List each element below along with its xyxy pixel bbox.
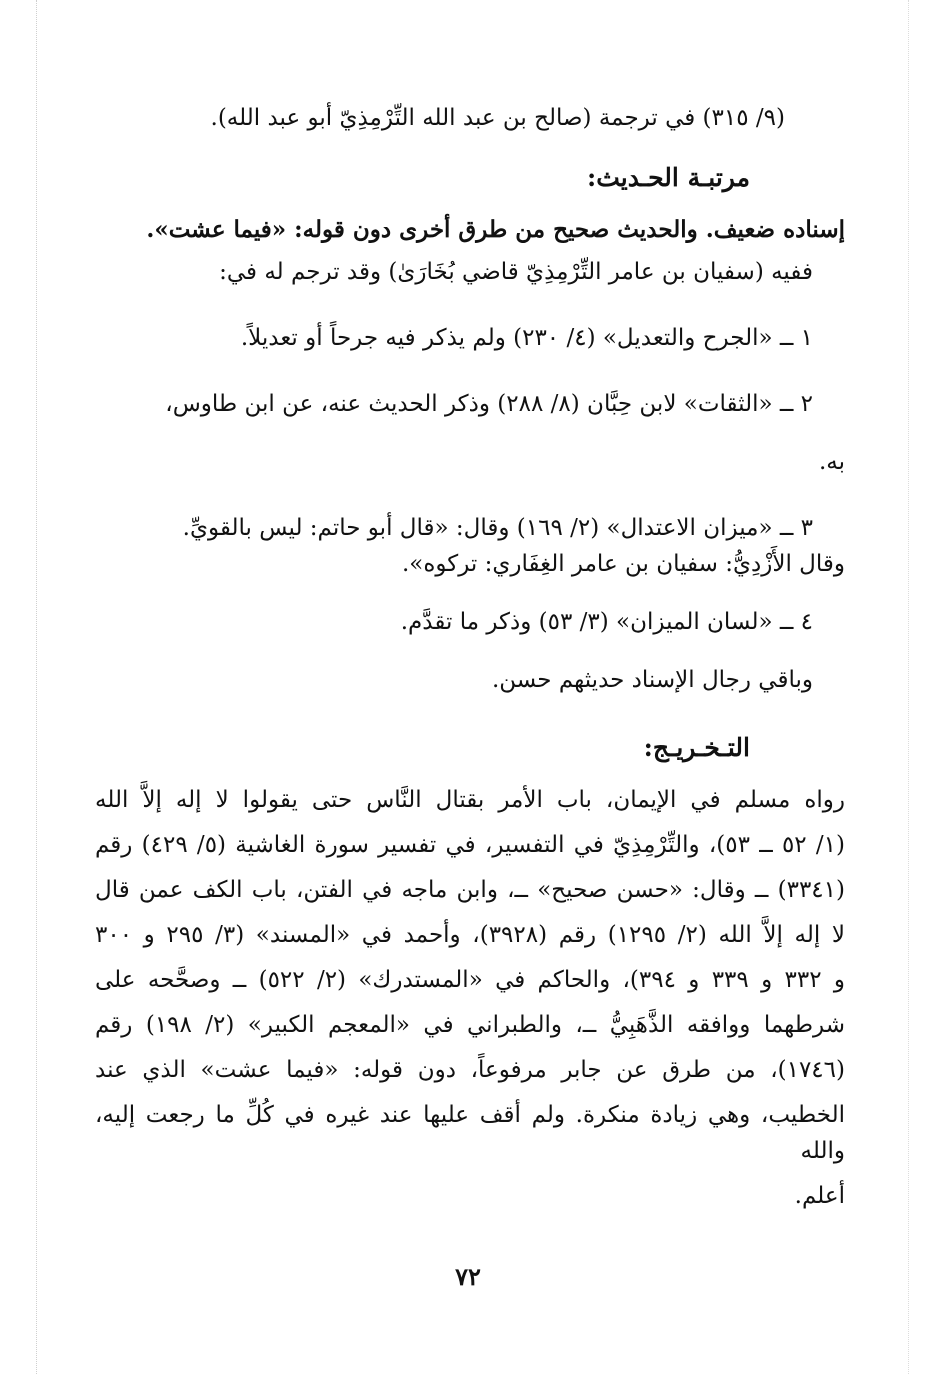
text-line: (٣٣٤١) ــ وقال: «حسن صحيح» ــ، وابن ماجه في الفتن، باب الكف عمن قال — [95, 877, 845, 903]
scan-edge-right — [908, 0, 909, 1374]
page-number: ٧٢ — [455, 1262, 481, 1291]
text-line: وقال الأَزْدِيُّ: سفيان بن عامر الغِفَاري: تركوه». — [401, 551, 845, 577]
text-line: أعلم. — [794, 1183, 845, 1209]
text-line: شرطهما ووافقه الذَّهَبِيُّ ــ، والطبراني في «المعجم الكبير» (٢/ ١٩٨) رقم — [95, 1012, 845, 1038]
list-item: ١ ــ «الجرح والتعديل» (٤/ ٢٣٠) ولم يذكر فيه جرحاً أو تعديلاً. — [240, 325, 813, 351]
section-heading-takhrij: التـخـريـج: — [643, 733, 750, 762]
text-line: رواه مسلم في الإيمان، باب الأمر بقتال النَّاس حتى يقولوا لا إله إلاَّ الله — [95, 787, 845, 813]
text-line: و ٣٣٢ و ٣٣٩ و ٣٩٤)، والحاكم في «المستدرك» (٢/ ٥٢٢) ــ وصحَّحه على — [95, 967, 845, 993]
text-line: وباقي رجال الإسناد حديثهم حسن. — [491, 667, 813, 693]
page-body — [95, 100, 845, 1214]
text-line: ففيه (سفيان بن عامر التِّرْمِذِيّ قاضي بُخَارَىٰ) وقد ترجم له في: — [219, 259, 813, 285]
text-line: لا إله إلاَّ الله (٢/ ١٢٩٥) رقم (٣٩٢٨)، وأحمد في «المسند» (٣/ ٢٩٥ و ٣٠٠ — [95, 922, 846, 948]
list-item: ٣ ــ «ميزان الاعتدال» (٢/ ١٦٩) وقال: «قال أبو حاتم: ليس بالقويِّ. — [182, 515, 813, 541]
text-line: (٩/ ٣١٥) في ترجمة (صالح بن عبد الله التِّرْمِذِيّ أبو عبد الله). — [210, 105, 785, 131]
text-line: إسناده ضعيف. والحديث صحيح من طرق أخرى دون قوله: «فيما عشت». — [146, 216, 845, 243]
text-line: به. — [818, 449, 845, 475]
scan-edge-left — [36, 0, 37, 1374]
text-line: الخطيب، وهي زيادة منكرة. ولم أقف عليها عند غيره في كُلِّ ما رجعت إليه، والله — [95, 1102, 845, 1164]
section-heading-hadith-rank: مرتبـة الحـديث: — [586, 163, 750, 192]
list-item: ٢ ــ «الثقات» لابن حِبَّان (٨/ ٢٨٨) وذكر الحديث عنه، عن ابن طاوس، — [165, 391, 813, 417]
list-item: ٤ ــ «لسان الميزان» (٣/ ٥٣) وذكر ما تقدَّم. — [400, 609, 813, 635]
text-line: (١/ ٥٢ ــ ٥٣)، والتِّرْمِذِيّ في التفسير، في تفسير سورة الغاشية (٥/ ٤٢٩) رقم — [95, 832, 845, 858]
text-line: (١٧٤٦)، من طرق عن جابر مرفوعاً، دون قوله: «فيما عشت» الذي عند — [95, 1057, 845, 1083]
